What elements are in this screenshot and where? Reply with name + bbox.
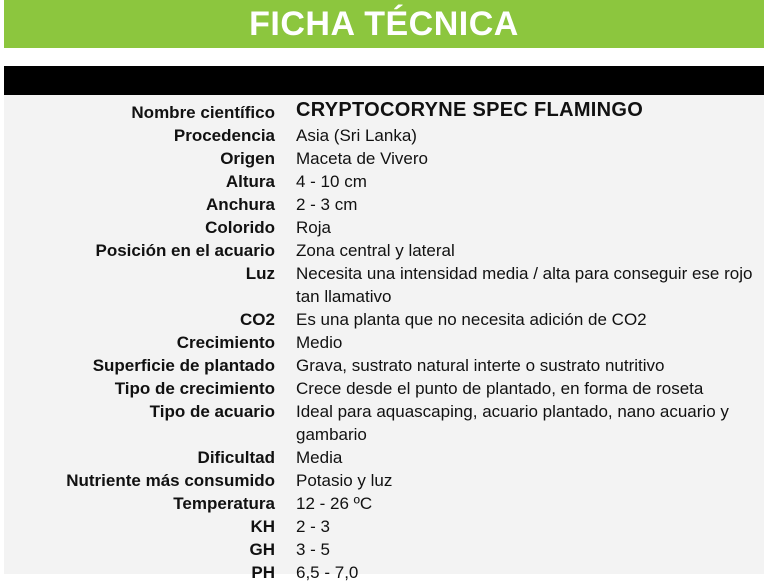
- spec-value: Roja: [296, 218, 331, 237]
- spec-value: Ideal para aquascaping, acuario plantado, nano acuario y gambario: [296, 402, 729, 444]
- spec-value: 4 - 10 cm: [296, 172, 367, 191]
- spec-value: 2 - 3 cm: [296, 195, 358, 214]
- spec-label: CO2: [240, 310, 275, 329]
- spec-sheet: [4, 66, 764, 582]
- spec-value: Maceta de Vivero: [296, 149, 428, 168]
- spec-label: Luz: [245, 264, 275, 283]
- spec-label: Anchura: [206, 195, 275, 214]
- title-banner: [4, 0, 764, 48]
- spec-label: Procedencia: [173, 126, 275, 145]
- spec-label: Posición en el acuario: [95, 241, 275, 260]
- species-name: CRYPTOCORYNE SPEC FLAMINGO: [296, 99, 644, 121]
- spec-label: Nutriente más consumido: [66, 471, 275, 490]
- spec-label: Altura: [225, 172, 275, 191]
- spec-value: Crece desde el punto de plantado, en forma de roseta: [296, 379, 704, 398]
- spec-value: Potasio y luz: [296, 471, 393, 490]
- spec-label: Colorido: [205, 218, 275, 237]
- spec-label: KH: [250, 517, 275, 536]
- spec-value: 3 - 5: [296, 540, 331, 559]
- spec-label: GH: [249, 540, 275, 559]
- spec-value: Media: [296, 448, 343, 467]
- spec-label: Tipo de crecimiento: [114, 379, 275, 398]
- spec-label: Crecimiento: [176, 333, 275, 352]
- spec-value: Medio: [296, 333, 343, 352]
- spec-label: Tipo de acuario: [149, 402, 275, 421]
- spec-value: 12 - 26 ºC: [296, 494, 373, 513]
- spec-label: Temperatura: [173, 494, 275, 513]
- spec-label: Dificultad: [197, 448, 275, 467]
- spec-label: Superficie de plantado: [92, 356, 275, 375]
- spec-value: 6,5 - 7,0: [296, 563, 359, 582]
- spec-value: Asia (Sri Lanka): [296, 126, 417, 145]
- spec-value: 2 - 3: [296, 517, 331, 536]
- spec-value: Zona central y lateral: [296, 241, 455, 260]
- spec-label: Origen: [220, 149, 275, 168]
- spec-value: Es una planta que no necesita adición de CO2: [296, 310, 647, 329]
- spec-label: PH: [251, 563, 275, 582]
- page-title: FICHA TÉCNICA: [249, 4, 519, 43]
- spec-label: Nombre científico: [131, 103, 275, 122]
- spec-value: Grava, sustrato natural interte o sustrato nutritivo: [296, 356, 665, 375]
- spec-value: Necesita una intensidad media / alta para conseguir ese rojo tan llamativo: [296, 264, 753, 306]
